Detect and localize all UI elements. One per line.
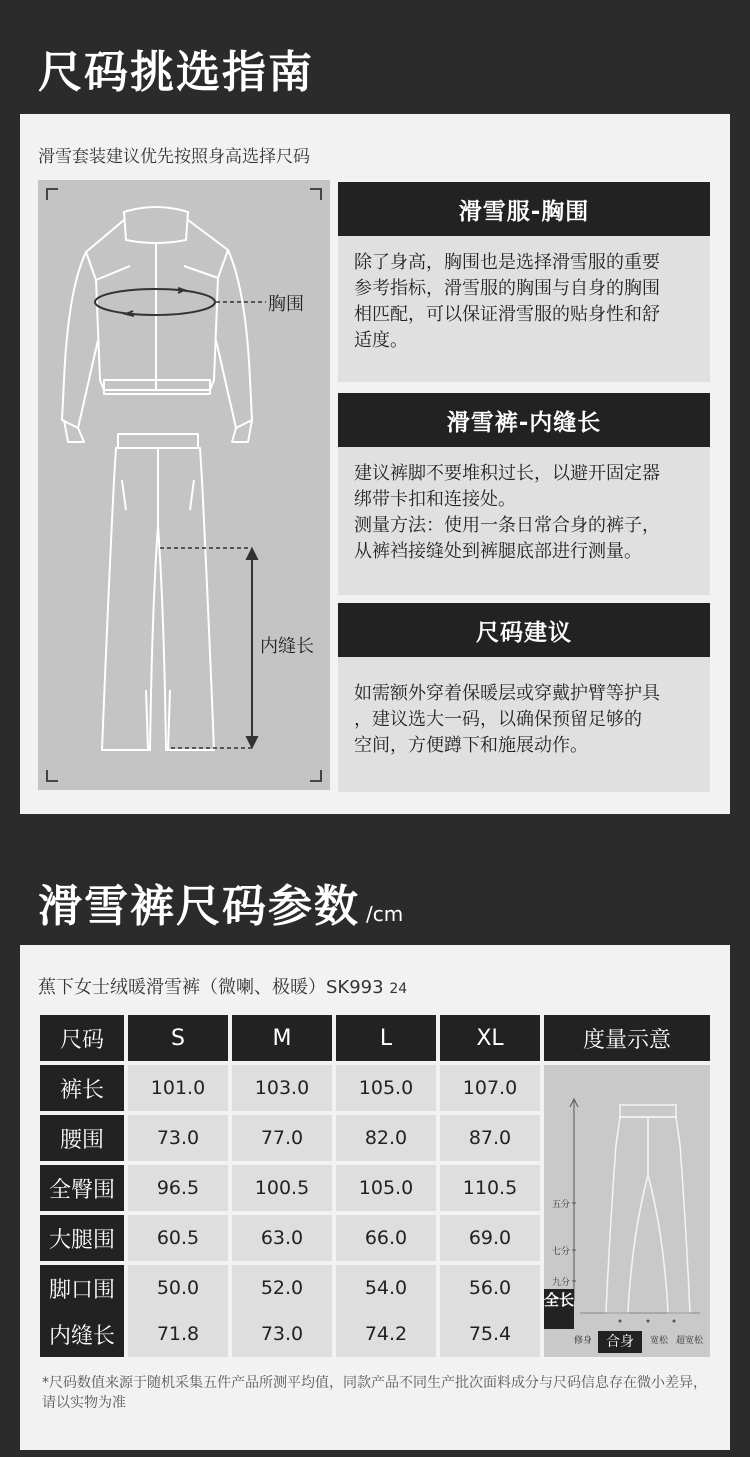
corner-mark bbox=[46, 188, 58, 200]
table-cell: 107.0 bbox=[440, 1065, 540, 1111]
header-size: 尺码 bbox=[40, 1015, 124, 1061]
inseam-info-card bbox=[338, 393, 710, 595]
table-cell: 96.5 bbox=[128, 1165, 228, 1211]
ski-suit-figure bbox=[38, 180, 330, 790]
chest-label: 胸围 bbox=[268, 294, 304, 315]
table-cell: 54.0 bbox=[336, 1265, 436, 1311]
row-label: 腰围 bbox=[40, 1115, 124, 1161]
card-title: 尺码建议 bbox=[338, 603, 710, 657]
size-chart-panel bbox=[20, 945, 730, 1450]
card-body: 如需额外穿着保暖层或穿戴护臂等护具 ，建议选大一码，以确保预留足够的 空间，方便蹲下和施展动作。 bbox=[354, 683, 660, 756]
table-cell: 105.0 bbox=[336, 1065, 436, 1111]
table-cell: 87.0 bbox=[440, 1115, 540, 1161]
mark-label: 九分 bbox=[552, 1278, 571, 1288]
inseam-label: 内缝长 bbox=[260, 636, 314, 657]
row-label: 脚口围 bbox=[40, 1265, 124, 1311]
header-l: L bbox=[336, 1015, 436, 1061]
chest-info-card bbox=[338, 182, 710, 382]
row-label: 裤长 bbox=[40, 1065, 124, 1111]
unit-label: /cm bbox=[366, 902, 404, 926]
product-suffix: 24 bbox=[389, 981, 408, 997]
table-cell: 82.0 bbox=[336, 1115, 436, 1161]
row-label: 全臀围 bbox=[40, 1165, 124, 1211]
table-cell: 66.0 bbox=[336, 1215, 436, 1261]
table-cell: 74.2 bbox=[336, 1311, 436, 1357]
guide-intro: 滑雪套装建议优先按照身高选择尺码 bbox=[38, 147, 310, 167]
table-cell: 60.5 bbox=[128, 1215, 228, 1261]
fit-label: 超宽松 bbox=[676, 1336, 704, 1346]
guide-panel bbox=[20, 114, 730, 814]
ski-suit-illustration bbox=[38, 180, 330, 790]
table-cell: 71.8 bbox=[128, 1311, 228, 1357]
table-cell: 105.0 bbox=[336, 1165, 436, 1211]
size-advice-card bbox=[338, 603, 710, 792]
footnote: *尺码数值来源于随机采集五件产品所测平均值，同款产品不同生产批次面料成分与尺码信息存在微小差异，请以实物为准 bbox=[42, 1375, 707, 1411]
fit-label: 宽松 bbox=[650, 1336, 669, 1346]
table-cell: 110.5 bbox=[440, 1165, 540, 1211]
table-cell: 69.0 bbox=[440, 1215, 540, 1261]
fit-label-selected: 合身 bbox=[598, 1331, 642, 1353]
header-m: M bbox=[232, 1015, 332, 1061]
mark-label: 七分 bbox=[552, 1247, 571, 1257]
measurement-diagram bbox=[544, 1065, 710, 1357]
fit-label: 修身 bbox=[574, 1336, 593, 1346]
guide-title: 尺码挑选指南 bbox=[38, 47, 314, 98]
table-cell: 75.4 bbox=[440, 1311, 540, 1357]
header-diagram: 度量示意 bbox=[544, 1015, 710, 1061]
table-cell: 100.5 bbox=[232, 1165, 332, 1211]
product-name-text: 蕉下女士绒暖滑雪裤（微喇、极暖）SK993 bbox=[38, 977, 384, 998]
table-cell: 103.0 bbox=[232, 1065, 332, 1111]
corner-mark bbox=[310, 188, 322, 200]
card-body: 建议裤脚不要堆积过长，以避开固定器 绑带卡扣和连接处。 测量方法：使用一条日常合身的裤子， 从裤裆接缝处到裤腿底部进行测量。 bbox=[354, 463, 660, 562]
corner-mark bbox=[46, 770, 58, 782]
header-s: S bbox=[128, 1015, 228, 1061]
corner-mark bbox=[310, 770, 322, 782]
row-label: 内缝长 bbox=[40, 1311, 124, 1357]
card-title: 滑雪裤-内缝长 bbox=[338, 393, 710, 447]
table-cell: 50.0 bbox=[128, 1265, 228, 1311]
table-cell: 73.0 bbox=[232, 1311, 332, 1357]
row-label: 大腿围 bbox=[40, 1215, 124, 1261]
full-length-tag: 全长 bbox=[544, 1289, 574, 1329]
card-title: 滑雪服-胸围 bbox=[338, 182, 710, 236]
table-cell: 56.0 bbox=[440, 1265, 540, 1311]
size-chart-title-text: 滑雪裤尺码参数 bbox=[38, 881, 360, 932]
card-body: 除了身高，胸围也是选择滑雪服的重要 参考指标，滑雪服的胸围与自身的胸围 相匹配，可以保证滑雪服的贴身性和舒 适度。 bbox=[354, 252, 660, 351]
table-cell: 77.0 bbox=[232, 1115, 332, 1161]
mark-label: 五分 bbox=[552, 1200, 571, 1210]
product-name bbox=[38, 973, 407, 999]
table-cell: 63.0 bbox=[232, 1215, 332, 1261]
table-cell: 52.0 bbox=[232, 1265, 332, 1311]
header-xl: XL bbox=[440, 1015, 540, 1061]
table-cell: 101.0 bbox=[128, 1065, 228, 1111]
size-chart-title bbox=[38, 870, 403, 934]
table-cell: 73.0 bbox=[128, 1115, 228, 1161]
